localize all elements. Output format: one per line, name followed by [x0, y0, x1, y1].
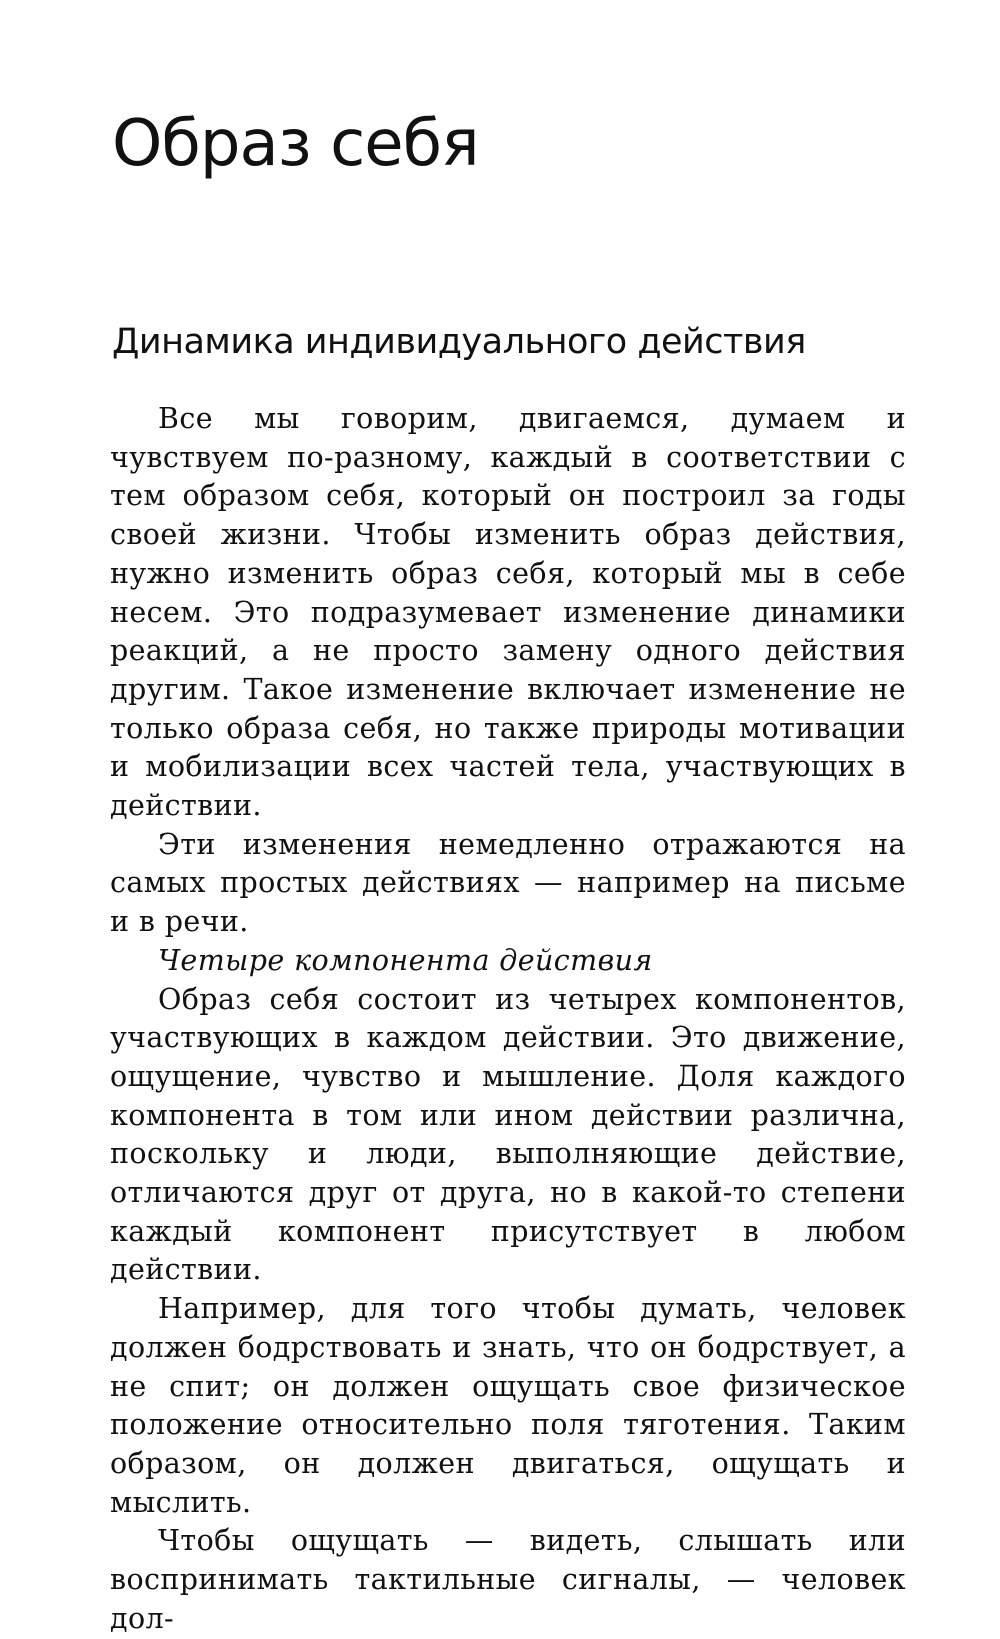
- body-text: [110, 400, 906, 1639]
- paragraph: Эти изменения немедленно отражаются на самых простых действиях — например на письме и в речи.: [110, 827, 906, 939]
- paragraph: Чтобы ощущать — видеть, слышать или воспринимать тактильные сигналы, — человек дол-: [110, 1524, 906, 1635]
- paragraph: Образ себя состоит из четырех компонентов, участвующих в каждом действии. Это движение, ощущение, чувство и мышление. Доля каждого компонента в том или ином действии различна, поскольку и люди, выполняющие действие, отличаются друг от друга, но в какой-то степени каждый компонент присутствует в любом действии.: [110, 982, 906, 1287]
- section-title: Динамика индивидуального действия: [112, 322, 806, 362]
- paragraph: Все мы говорим, двигаемся, думаем и чувствуем по-разному, каждый в соответствии с тем образом себя, который он построил за годы своей жизни. Чтобы изменить образ действия, нужно изменить образ себя, который мы в себе несем. Это подразумевает изменение динамики реакций, а не просто замену одного действия другим. Такое изменение включает изменение не только образа себя, но также природы мотивации и мобилизации всех частей тела, участвующих в действии.: [110, 402, 906, 823]
- subheading: Четыре компонента действия: [158, 943, 653, 977]
- chapter-title: Образ себя: [112, 107, 479, 181]
- paragraph: Например, для того чтобы думать, человек должен бодрствовать и знать, что он бодрствует, а не спит; он должен ощущать свое физическое положение относительно поля тяготения. Таким образом, он должен двигаться, ощущать и мыслить.: [110, 1292, 906, 1519]
